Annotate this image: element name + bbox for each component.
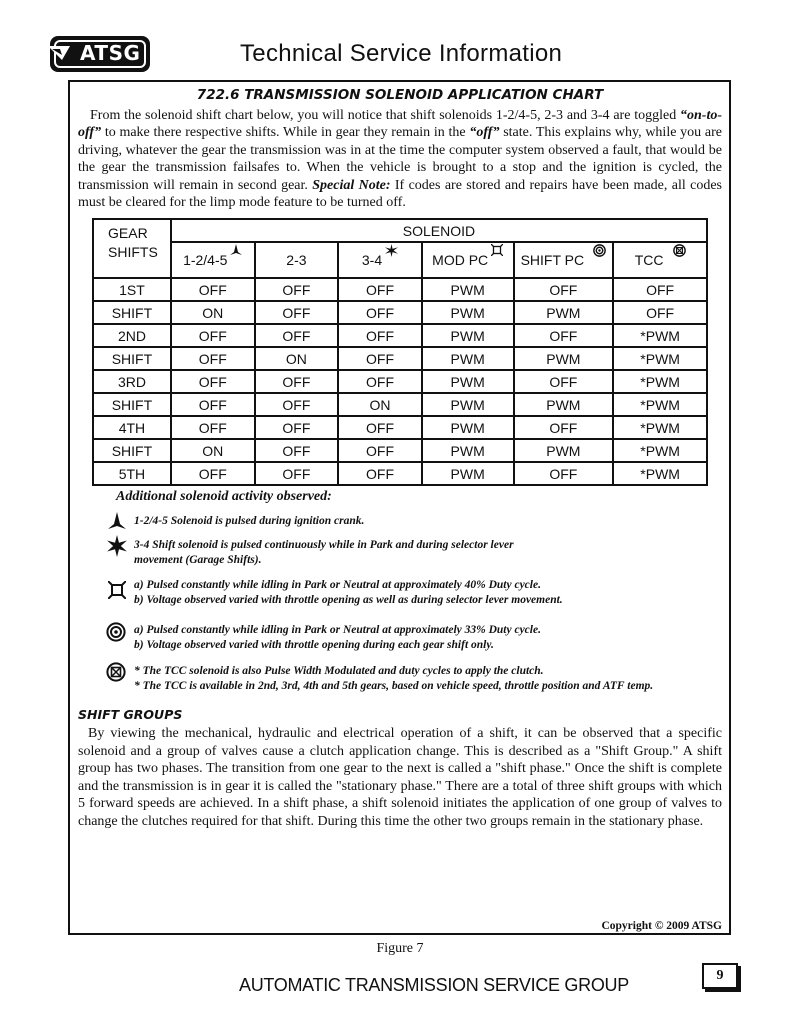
cell: *PWM [613,416,707,439]
column-header-1-2-4-5 [171,242,255,278]
cell: OFF [171,278,255,301]
note-line: 1-2/4-5 Solenoid is pulsed during ignition crank. [134,515,365,527]
cell: OFF [255,393,339,416]
column-label: 3-4 [361,252,383,268]
page-number: 9 [702,963,738,989]
cell: OFF [171,347,255,370]
gear-cell: 2ND [93,324,171,347]
gear-cell: SHIFT [93,301,171,324]
gear-shifts-header [93,219,171,278]
intro-text: state. This explains why, while you are driving, whatever the gear the transmission was in at the time the computer system observed a fault, that would be the gear the transmission failsafes to. When the vehicle is brought to a stop and the ignition is cycled, the transmission will remain in second gear. [78,125,723,193]
cell: OFF [613,301,707,324]
cell: OFF [171,416,255,439]
intro-text: If codes are stored and repairs have been made, all codes must be cleared for the limp mode feature to be turned off. [78,177,722,211]
cell: OFF [613,278,707,301]
cell: OFF [255,301,339,324]
table-row [93,393,707,416]
square-hook-icon [491,244,503,256]
target-circle-icon [106,622,126,642]
square-hook-icon [108,581,126,599]
cell: *PWM [613,370,707,393]
intro-special-note: Special Note: [312,177,391,193]
gear-cell: SHIFT [93,439,171,462]
note-line: a) Pulsed constantly while idling in Park or Neutral at approximately 33% Duty cycle. [134,624,541,636]
note-line: 3-4 Shift solenoid is pulsed continuously while in Park and during selector lever [134,539,514,551]
cell: OFF [255,278,339,301]
note-line: * The TCC is available in 2nd, 3rd, 4th and 5th gears, based on vehicle speed, throttle position and ATF temp. [134,680,654,692]
cell: *PWM [613,347,707,370]
note-shift-pc [134,623,541,653]
figure-caption: Figure 7 [376,941,424,956]
gear-cell: 3RD [93,370,171,393]
column-header-mod-pc [422,242,514,278]
cell: OFF [338,416,422,439]
cell: OFF [171,393,255,416]
cell: PWM [514,301,614,324]
intro-emphasis-off: “off” [469,125,500,141]
note-mod-pc [134,578,563,608]
cell: OFF [514,324,614,347]
cell: OFF [514,278,614,301]
cell: OFF [338,439,422,462]
column-label: 2-3 [286,252,307,268]
cell: OFF [514,416,614,439]
footer-organization: AUTOMATIC TRANSMISSION SERVICE GROUP [239,975,629,995]
column-header-3-4 [338,242,422,278]
note-line: b) Voltage observed varied with throttle opening during each gear shift only. [134,639,494,651]
shift-groups-heading: SHIFT GROUPS [78,707,183,722]
shift-groups-paragraph [78,725,722,831]
cell: PWM [422,301,514,324]
column-header-tcc [613,242,707,278]
column-header-2-3 [255,242,339,278]
cell: OFF [338,347,422,370]
gear-cell: SHIFT [93,393,171,416]
cell: OFF [255,370,339,393]
note-tcc [134,664,653,694]
cell: *PWM [613,439,707,462]
cell: ON [171,301,255,324]
cell: PWM [514,439,614,462]
solenoid-header: SOLENOID [171,219,707,242]
cell: OFF [171,370,255,393]
target-circle-icon [593,244,606,257]
cell: PWM [422,416,514,439]
note-crank [134,514,364,529]
chart-title: 722.6 TRANSMISSION SOLENOID APPLICATION CHART [196,87,604,103]
gear-cell: 1ST [93,278,171,301]
cell: PWM [514,347,614,370]
atsg-logo [50,36,150,72]
cell: OFF [338,370,422,393]
column-header-shift-pc [514,242,614,278]
cell: PWM [422,462,514,485]
table-row [93,301,707,324]
additional-activity-title: Additional solenoid activity observed: [116,489,332,504]
copyright-notice: Copyright © 2009 ATSG [601,920,722,932]
table-row [93,370,707,393]
cell: OFF [171,324,255,347]
cell: OFF [255,416,339,439]
circle-x-icon [106,662,126,682]
cell: OFF [338,462,422,485]
cell: OFF [171,462,255,485]
column-label: 1-2/4-5 [183,252,228,268]
circle-x-icon [673,244,686,257]
cell: *PWM [613,393,707,416]
gear-cell: 5TH [93,462,171,485]
gear-header-line2: SHIFTS [108,244,158,260]
table-row [93,347,707,370]
cell: PWM [514,393,614,416]
column-label: TCC [634,252,664,268]
cell: OFF [255,324,339,347]
column-label: MOD PC [432,252,489,268]
intro-emphasis-on-to-off: “on-to-off” [78,108,722,141]
gear-header-line1: GEAR [108,225,148,241]
triangle-spike-icon [230,244,242,256]
cell: ON [255,347,339,370]
cell: OFF [255,439,339,462]
cell: PWM [422,439,514,462]
solenoid-application-table [92,218,708,486]
logo-swoosh-icon [48,46,70,60]
shift-groups-text: By viewing the mechanical, hydraulic and electrical operation of a shift, it can be observed that a specific solenoid and a group of valves cause a clutch application change. This is described as a "Shift Group." A shift group has two phases. The transition from one gear to the next is called a "shift phase." Once the shift is complete and the transmission is in gear it is called the "stationary phase." There are a total of three shift groups with which 5 forward speeds are achieved. In a shift phase, a shift solenoid initiates the application of one group of valves to change the clutches required for that shift. During this time the other two groups remain in the stationary phase. [78,726,722,829]
cell: OFF [338,278,422,301]
cell: OFF [255,462,339,485]
cell: PWM [422,393,514,416]
cell: OFF [338,324,422,347]
table-row [93,439,707,462]
intro-text: to make there respective shifts. While in gear they remain in the [101,125,470,141]
table-row [93,462,707,485]
cell: OFF [514,462,614,485]
note-garage-shifts [134,538,514,568]
column-label: SHIFT PC [520,252,585,268]
intro-text: From the solenoid shift chart below, you will notice that shift solenoids 1-2/4-5, 2-3 and 3-4 are toggled [90,108,680,123]
intro-paragraph [78,107,722,211]
table-row [93,278,707,301]
cell: PWM [422,370,514,393]
note-line: movement (Garage Shifts). [134,554,262,566]
page-title: Technical Service Information [240,40,563,67]
star-burst-icon [106,535,128,557]
logo-text: ATSG [80,41,141,65]
cell: OFF [338,301,422,324]
cell: PWM [422,324,514,347]
star-burst-icon [385,244,398,257]
cell: PWM [422,278,514,301]
table-body [93,278,707,485]
table-row [93,416,707,439]
note-line: * The TCC solenoid is also Pulse Width Modulated and duty cycles to apply the clutch. [134,665,544,677]
triangle-spike-icon [107,511,127,531]
cell: OFF [514,370,614,393]
note-line: a) Pulsed constantly while idling in Park or Neutral at approximately 40% Duty cycle. [134,579,541,591]
cell: *PWM [613,324,707,347]
table-row [93,324,707,347]
cell: *PWM [613,462,707,485]
note-line: b) Voltage observed varied with throttle opening as well as during selector lever movement. [134,594,563,606]
cell: PWM [422,347,514,370]
cell: ON [171,439,255,462]
gear-cell: 4TH [93,416,171,439]
cell: ON [338,393,422,416]
gear-cell: SHIFT [93,347,171,370]
